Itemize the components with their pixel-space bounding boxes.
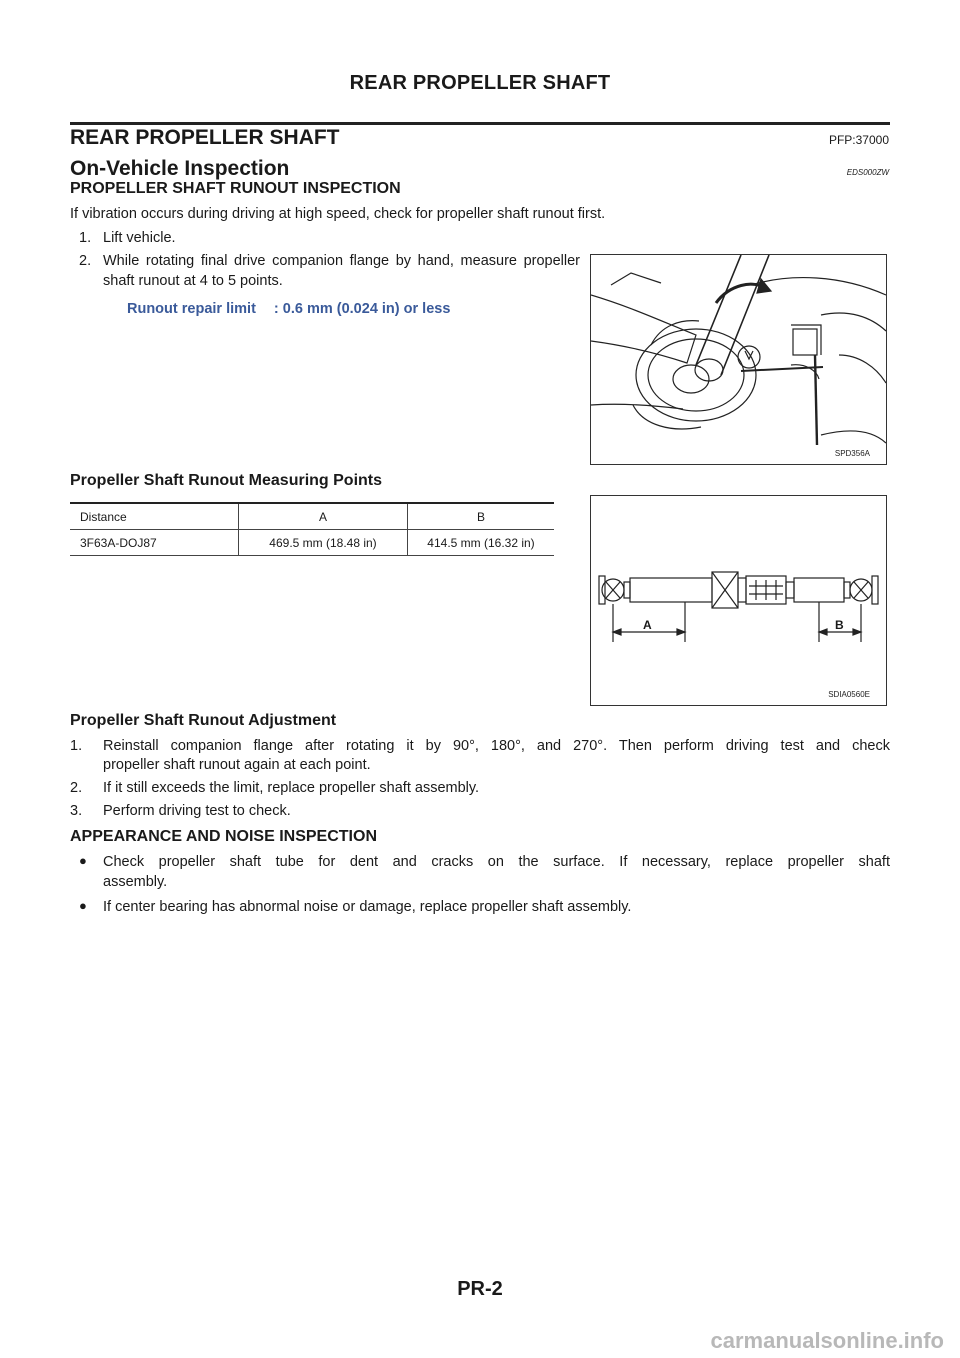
figure-code-sdia0560e: SDIA0560E	[828, 690, 870, 699]
runout-intro: If vibration occurs during driving at high speed, check for propeller shaft runout first.	[70, 206, 606, 222]
runout-step-num-1: 1.	[79, 230, 92, 246]
appearance-bullet-1-line2: assembly.	[103, 874, 168, 890]
adjustment-step-num-2: 2.	[70, 780, 83, 796]
watermark: carmanualsonline.info	[710, 1328, 944, 1353]
subsection-title: On-Vehicle Inspection	[70, 157, 290, 180]
runout-step-2: While rotating final drive companion flange by hand, measure propeller shaft runout at 4 to 5 points.	[103, 253, 580, 289]
spec-label: Runout repair limit	[127, 301, 256, 317]
figure-code-spd356a: SPD356A	[834, 449, 870, 458]
appearance-bullet-1-line1: Check propeller shaft tube for dent and cracks on the surface. If necessary, replace propeller shaft	[103, 854, 890, 870]
table-row	[70, 530, 554, 556]
table-header-row	[70, 503, 554, 530]
runout-step-num-2: 2.	[79, 253, 92, 269]
adjustment-step-3: Perform driving test to check.	[103, 803, 291, 819]
eds-code: EDS000ZW	[846, 168, 889, 177]
measuring-points-table	[70, 502, 554, 556]
table-header-cell: Distance	[70, 503, 239, 530]
runout-inspection-heading: PROPELLER SHAFT RUNOUT INSPECTION	[70, 180, 401, 197]
table-cell: 414.5 mm (16.32 in)	[408, 530, 555, 556]
measuring-points-diagram	[591, 496, 886, 705]
appearance-bullet-2: If center bearing has abnormal noise or damage, replace propeller shaft assembly.	[103, 899, 632, 915]
header-rule	[70, 122, 890, 125]
table-header-cell: A	[239, 503, 408, 530]
figure-dial-indicator	[590, 254, 887, 465]
bullet-icon: ●	[79, 898, 87, 913]
label-b: B	[835, 618, 844, 632]
bullet-icon: ●	[79, 853, 87, 868]
pfp-code: PFP:37000	[828, 133, 889, 147]
measuring-points-heading: Propeller Shaft Runout Measuring Points	[70, 472, 383, 489]
table-cell: 469.5 mm (18.48 in)	[239, 530, 408, 556]
dial-indicator-illustration	[591, 255, 886, 464]
table-header-cell: B	[408, 503, 555, 530]
adjustment-step-1-line2: propeller shaft runout again at each point.	[103, 757, 371, 773]
label-a: A	[643, 618, 652, 632]
runout-spec	[127, 301, 450, 317]
appearance-heading: APPEARANCE AND NOISE INSPECTION	[70, 828, 377, 845]
adjustment-step-num-1: 1.	[70, 738, 83, 754]
adjustment-step-2: If it still exceeds the limit, replace propeller shaft assembly.	[103, 780, 480, 796]
table-cell: 3F63A-DOJ87	[70, 530, 239, 556]
page-number: PR-2	[457, 1278, 503, 1300]
figure-measuring-points	[590, 495, 887, 706]
adjustment-step-num-3: 3.	[70, 803, 83, 819]
spec-value: : 0.6 mm (0.024 in) or less	[273, 301, 451, 317]
section-title: REAR PROPELLER SHAFT	[70, 126, 340, 149]
running-header: REAR PROPELLER SHAFT	[349, 72, 611, 94]
runout-step-1: Lift vehicle.	[103, 230, 176, 246]
adjustment-heading: Propeller Shaft Runout Adjustment	[70, 712, 337, 729]
adjustment-step-1-line1: Reinstall companion flange after rotating it by 90°, 180°, and 270°. Then perform driving test and check	[103, 738, 890, 754]
